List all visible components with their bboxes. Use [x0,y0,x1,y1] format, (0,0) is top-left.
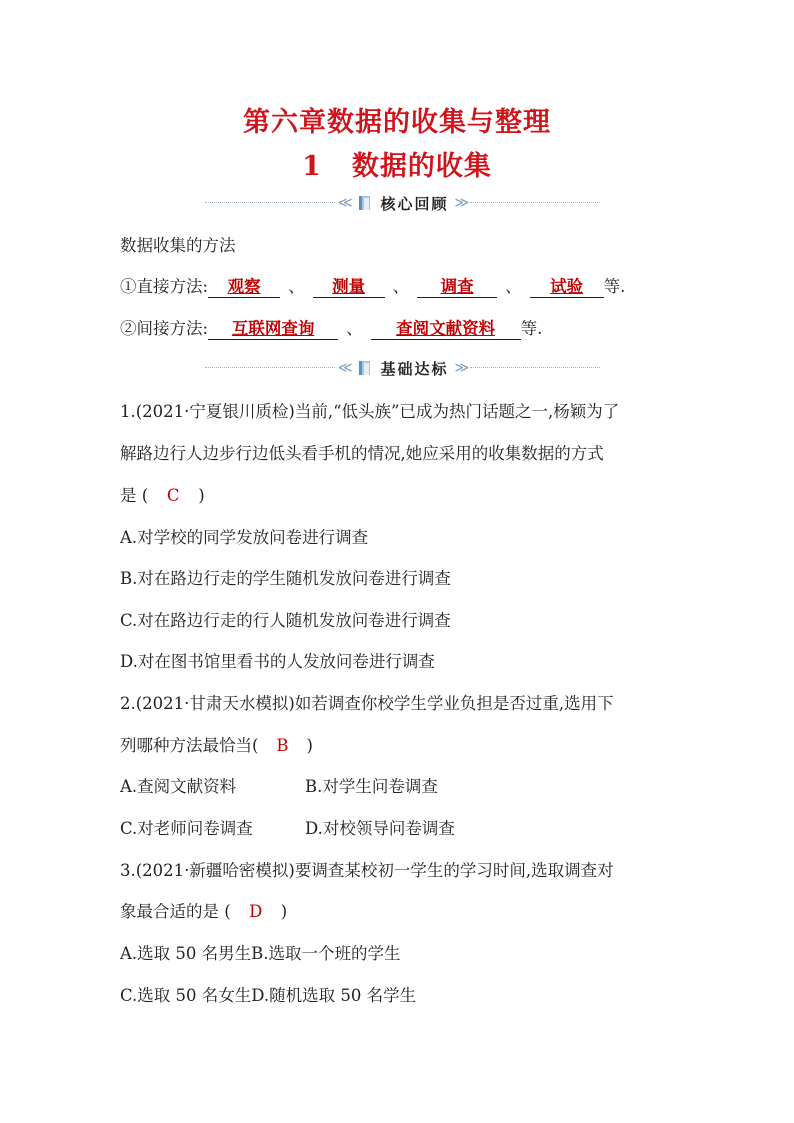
book-icon [356,194,374,212]
book-icon [356,359,374,377]
q1-option-d: D.对在图书馆里看书的人发放问卷进行调查 [120,652,435,671]
q2-option-c: C.对老师问卷调查 [120,819,253,838]
q2-option-d: D.对校领导问卷调查 [305,819,455,838]
q2-line-2: 列哪种方法最恰当( B ) [120,736,313,755]
banner-review [205,192,600,214]
q1-line-3: 是 ( C ) [120,486,205,505]
q3-option-a: A.选取 50 名男生 [120,944,252,963]
q2-option-b: B.对学生问卷调查 [305,777,438,796]
chevron-left-icon: ≪ [337,195,351,211]
blank-indirect-1: 互联网查询 [208,319,338,340]
q3-option-b: B.选取一个班的学生 [251,944,401,963]
q3-answer: D [249,902,263,921]
direct-label: ①直接方法: [120,277,209,296]
q1-line-1: 1.(2021·宁夏银川质检)当前,“低头族”已成为热门话题之一,杨颖为了 [120,402,620,421]
section-number: 1 [302,151,322,182]
banner-line-right [470,202,600,203]
blank-direct-2: 测量 [313,277,385,298]
direct-suffix: 等. [603,277,626,296]
q3-option-c: C.选取 50 名女生 [120,986,252,1005]
q2-line-1: 2.(2021·甘肃天水模拟)如若调查你校学生学业负担是否过重,选用下 [120,694,614,713]
q1-option-a: A.对学校的同学发放问卷进行调查 [120,528,369,547]
q1-answer: C [166,486,180,505]
q3-options-cd [120,982,416,1006]
section-title [0,144,794,183]
blank-direct-1: 观察 [208,277,280,298]
banner-line-right [470,367,600,368]
banner-basic-label: 基础达标 [380,359,449,378]
q3-options-ab [120,940,401,964]
q3-line-1: 3.(2021·新疆哈密模拟)要调查某校初一学生的学习时间,选取调查对 [120,861,614,880]
q1-line-2: 解路边行人边步行边低头看手机的情况,她应采用的收集数据的方式 [120,444,604,463]
indirect-suffix: 等. [520,319,543,338]
q3-option-d: D.随机选取 50 名学生 [251,986,417,1005]
banner-basic [205,357,600,379]
review-heading: 数据收集的方法 [120,236,236,255]
chevron-right-icon: ≫ [454,360,468,376]
review-direct: ①直接方法: 观察 、 测量 、 调查 、 试验 等. [120,277,626,296]
blank-direct-4: 试验 [530,277,604,298]
banner-review-label: 核心回顾 [380,194,449,213]
q1-option-b: B.对在路边行走的学生随机发放问卷进行调查 [120,569,451,588]
indirect-label: ②间接方法: [120,319,209,338]
blank-indirect-2: 查阅文献资料 [371,319,521,340]
blank-direct-3: 调查 [417,277,497,298]
chapter-title: 第六章数据的收集与整理 [243,107,551,138]
chevron-right-icon: ≫ [454,195,468,211]
q2-answer: B [276,736,289,755]
q1-option-c: C.对在路边行走的行人随机发放问卷进行调查 [120,611,451,630]
section-name: 数据的收集 [351,151,492,182]
banner-line-left [205,202,335,203]
chevron-left-icon: ≪ [337,360,351,376]
q2-option-a: A.查阅文献资料 [120,777,237,796]
review-indirect: ②间接方法: 互联网查询 、 查阅文献资料 等. [120,319,543,338]
banner-line-left [205,367,335,368]
q3-line-2: 象最合适的是 ( D ) [120,902,288,921]
